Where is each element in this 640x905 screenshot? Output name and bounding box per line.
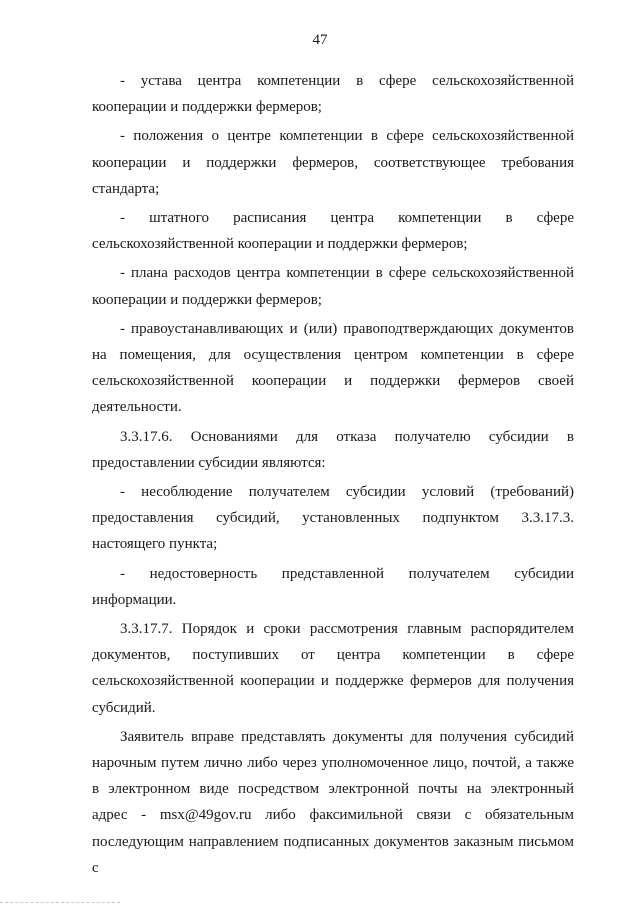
paragraph-expense-plan: - плана расходов центра компетенции в сфере сельскохозяйственной кооперации и поддержки фермеров;: [92, 265, 574, 308]
paragraph-submission-methods: Заявитель вправе представлять документы для получения субсидий нарочным путем лично либо через уполномоченное лицо, почтой, а также в электронном виде посредством электронной почты на электронный адрес - msx@49gov.ru либо факсимильной связи с обязательным последующим направлением подписанных документов заказным письмом с: [92, 728, 574, 876]
paragraph-review-procedure: 3.3.17.7. Порядок и сроки рассмотрения главным распорядителем документов, поступивших от центра компетенции в сфере сельскохозяйственной кооперации и поддержке фермеров для получения субсидий.: [92, 621, 574, 716]
paragraph-unreliable-info: - недостоверность представленной получателем субсидии информации.: [92, 565, 574, 608]
paragraph-title-documents: - правоустанавливающих и (или) правоподтверждающих документов на помещения, для осуществления центром компетенции в сфере сельскохозяйственной кооперации и поддержки фермеров своей деятельности.: [92, 320, 574, 416]
paragraph-charter: - устава центра компетенции в сфере сельскохозяйственной кооперации и поддержки фермеров;: [92, 73, 574, 116]
paragraph-regulation: - положения о центре компетенции в сфере сельскохозяйственной кооперации и поддержки фермеров, соответствующее требования стандарта;: [92, 128, 574, 197]
paragraph-noncompliance: - несоблюдение получателем субсидии условий (требований) предоставления субсидий, установленных подпунктом 3.3.17.3. настоящего пункта;: [92, 484, 574, 553]
page-number: 47: [312, 32, 328, 48]
paragraph-staffing: - штатного расписания центра компетенции в сфере сельскохозяйственной кооперации и поддержки фермеров;: [92, 210, 574, 253]
document-body: [92, 68, 574, 884]
paragraph-refusal-grounds: 3.3.17.6. Основаниями для отказа получателю субсидии в предоставлении субсидии являются:: [92, 428, 574, 471]
